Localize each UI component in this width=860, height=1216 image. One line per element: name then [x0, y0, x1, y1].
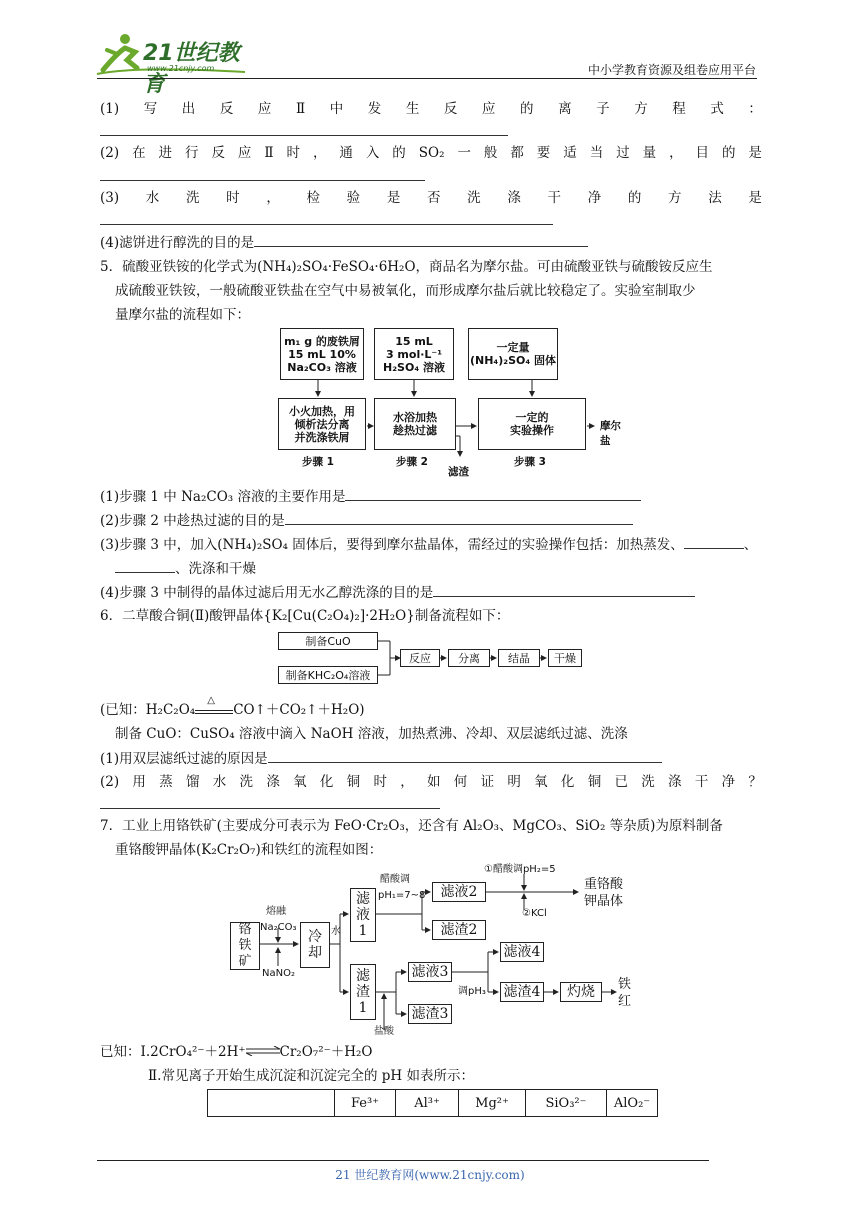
footer-rule	[97, 1160, 709, 1161]
justified-char: 化	[560, 774, 575, 790]
justified-char: ：	[748, 101, 762, 117]
q7-intro-2: 重铬酸钾晶体(K₂Cr₂O₇)和铁红的流程如图：	[115, 842, 383, 858]
q7-flow-diagram	[226, 862, 646, 1038]
q7-known-1: 已知：Ⅰ.2CrO₄²⁻＋2H⁺ Cr₂O₇²⁻＋H₂O	[100, 1044, 373, 1060]
q7-na2co3: Na₂CO₃	[260, 922, 297, 933]
justified-char: 水	[212, 774, 227, 790]
q5-product: 摩尔盐	[600, 420, 621, 447]
q6-prep: 制备 CuO：CuSO₄ 溶液中滴入 NaOH 溶液，加热煮沸、冷却、双层滤纸过滤、洗涤	[115, 726, 628, 742]
q5-input-3: 一定量 (NH₄)₂SO₄ 固体	[468, 328, 558, 380]
q5-flow-diagram	[270, 326, 630, 486]
justified-char: 应	[237, 145, 252, 161]
justified-char: 行	[184, 145, 199, 161]
platform-name: 中小学教育资源及组卷应用平台	[587, 63, 756, 77]
q5-residue: 滤渣	[448, 466, 469, 478]
q7-filtrate-2: 滤液2	[432, 882, 486, 902]
header-rule	[97, 78, 757, 79]
justified-char: 都	[510, 145, 524, 161]
answer-blank[interactable]	[268, 748, 662, 763]
justified-char: (2)	[100, 774, 120, 790]
justified-char: 般	[483, 145, 498, 161]
justified-char: 否	[427, 190, 441, 206]
q6-step-dry: 干燥	[548, 649, 582, 667]
q5-step-3: 一定的 实验操作	[478, 398, 586, 450]
table-cell: SiO₃²⁻	[526, 1090, 607, 1117]
q5-sub-2: (2)步骤 2 中趁热过滤的目的是	[100, 510, 633, 531]
q6-known: (已知：H₂C₂O₄ △ CO↑＋CO₂↑＋H₂O)	[100, 700, 365, 720]
q5-intro-3: 量摩尔盐的流程如下：	[115, 307, 250, 323]
q4-part2	[100, 143, 762, 163]
q7-nano2: NaNO₂	[262, 968, 295, 979]
justified-char: 应	[257, 101, 272, 117]
q7-cool: 冷 却	[300, 922, 330, 968]
q7-water: 水	[331, 926, 341, 937]
q4-part1	[100, 99, 762, 119]
q5-sub-1: (1)步骤 1 中 Na₂CO₃ 溶液的主要作用是	[100, 486, 641, 507]
q7-product-dichromate: 重铬酸 钾晶体	[584, 877, 624, 909]
justified-char: 应	[481, 101, 496, 117]
justified-char: 已	[614, 774, 628, 790]
justified-char: 证	[480, 774, 495, 790]
table-row	[208, 1090, 658, 1117]
answer-blank[interactable]	[100, 808, 440, 809]
q7-filtrate-1: 滤 液 1	[350, 888, 376, 942]
q7-burn: 灼烧	[560, 982, 602, 1002]
justified-char: SO₂	[418, 145, 445, 161]
q7-ph1: pH₁=7~8	[378, 890, 426, 901]
justified-char: 涤	[266, 774, 280, 790]
q7-ph2: ①醋酸调pH₂=5	[484, 864, 556, 875]
justified-char: 水	[145, 190, 160, 206]
q7-ph3: 调pH₃	[458, 986, 486, 997]
justified-char: ，	[266, 190, 280, 206]
q5-input-2: 15 mL 3 mol·L⁻¹ H₂SO₄ 溶液	[374, 328, 454, 380]
justified-char: 程	[672, 101, 686, 117]
justified-char: 何	[453, 774, 468, 790]
logo-text: 21世纪教育	[143, 41, 240, 97]
justified-char: 生	[405, 101, 420, 117]
q5-step-label-2: 步骤 2	[396, 456, 428, 468]
q6-step-react: 反应	[400, 649, 440, 667]
justified-char: 时	[226, 190, 240, 206]
table-cell: Al³⁺	[396, 1090, 459, 1117]
justified-char: 蒸	[159, 774, 173, 790]
justified-char: 洗	[185, 190, 200, 206]
q6-make-cuo: 制备CuO	[278, 632, 378, 650]
justified-char: 发	[367, 101, 382, 117]
q5-intro-1: 5．硫酸亚铁铵的化学式为(NH₄)₂SO₄·FeSO₄·6H₂O，商品名为摩尔盐。可由硫酸亚铁与硫酸铵反应生	[100, 259, 713, 275]
justified-char: 中	[329, 101, 344, 117]
q7-residue-2: 滤渣2	[432, 920, 486, 940]
justified-char: ，	[400, 774, 414, 790]
justified-char: 用	[132, 774, 146, 790]
table-cell: AlO₂⁻	[607, 1090, 658, 1117]
justified-char: 验	[346, 190, 361, 206]
justified-char: 是	[386, 190, 401, 206]
justified-char: 铜	[346, 774, 361, 790]
q7-filtrate-3: 滤液3	[408, 962, 452, 982]
answer-blank[interactable]	[684, 534, 744, 549]
q4-part4: (4)滤饼进行醇洗的目的是	[100, 232, 588, 253]
justified-char: 要	[536, 145, 551, 161]
justified-char: 铜	[587, 774, 602, 790]
justified-char: 明	[507, 774, 521, 790]
equilibrium-arrow-icon	[246, 1046, 280, 1056]
q7-residue-3: 滤渣3	[408, 1004, 452, 1024]
justified-char: Ⅱ	[295, 101, 306, 117]
justified-char: 方	[668, 190, 682, 206]
justified-char: 涤	[668, 774, 682, 790]
justified-char: 涤	[507, 190, 521, 206]
answer-blank[interactable]	[285, 510, 633, 525]
answer-blank[interactable]	[254, 232, 588, 247]
justified-char: 写	[143, 101, 158, 117]
justified-char: 适	[563, 145, 577, 161]
q5-step-label-3: 步骤 3	[514, 456, 546, 468]
justified-char: 目	[695, 145, 710, 161]
q5-sub-3b: 、洗涤和干燥	[115, 558, 256, 579]
justified-char: 氧	[293, 774, 307, 790]
justified-char: 进	[158, 145, 173, 161]
q6-intro: 6．二草酸合铜(Ⅱ)酸钾晶体{K₂[Cu(C₂O₄)₂]·2H₂O}制备流程如下：	[100, 608, 510, 624]
justified-char: 净	[587, 190, 602, 206]
q5-step-2: 水浴加热 趁热过滤	[374, 398, 456, 450]
justified-char: 化	[319, 774, 334, 790]
answer-blank[interactable]	[100, 180, 425, 181]
q7-melt: 熔融	[266, 906, 286, 917]
q4-part3	[100, 188, 762, 208]
q5-sub-3a: (3)步骤 3 中，加入(NH₄)₂SO₄ 固体后，要得到摩尔盐晶体，需经过的实验操作包括：加热蒸发、 、	[100, 534, 757, 555]
justified-char: 方	[634, 101, 648, 117]
justified-char: 法	[708, 190, 722, 206]
justified-char: (3)	[100, 190, 120, 206]
justified-char: 的	[721, 145, 736, 161]
justified-char: 反	[443, 101, 458, 117]
q7-residue-1: 滤 渣 1	[350, 964, 376, 1020]
table-cell: Fe³⁺	[335, 1090, 396, 1117]
justified-char: 通	[339, 145, 353, 161]
justified-char: 的	[627, 190, 642, 206]
logo-url: www.21cnjy.com	[147, 64, 215, 73]
q6-make-khc2o4: 制备KHC₂O₄溶液	[278, 666, 378, 684]
q7-hcl: 盐酸	[374, 1026, 394, 1037]
q6-sub-1: (1)用双层滤纸过滤的原因是	[100, 748, 662, 769]
justified-char: 干	[694, 774, 709, 790]
justified-char: 量	[642, 145, 657, 161]
justified-char: Ⅱ	[264, 145, 274, 161]
justified-char: 是	[748, 190, 762, 206]
justified-char: 时	[373, 774, 387, 790]
justified-char: ？	[748, 774, 762, 790]
justified-char: 在	[132, 145, 146, 161]
q7-intro-1: 7．工业上用铬铁矿(主要成分可表示为 FeO·Cr₂O₃，还含有 Al₂O₃、MgCO₃、SiO₂ 等杂质)为原料制备	[100, 818, 723, 834]
justified-char: 一	[457, 145, 471, 161]
justified-char: 反	[211, 145, 225, 161]
justified-char: 馏	[185, 774, 200, 790]
justified-char: 当	[589, 145, 604, 161]
justified-char: 是	[748, 145, 762, 161]
justified-char: 如	[427, 774, 441, 790]
q7-known-2: Ⅱ.常见离子开始生成沉淀和沉淀完全的 pH 如表所示：	[148, 1068, 474, 1084]
footer-text: 21 世纪教育网(www.21cnjy.com)	[335, 1168, 525, 1182]
q7-residue-4: 滤渣4	[500, 982, 544, 1002]
justified-char: 净	[721, 774, 736, 790]
q6-step-crystallize: 结晶	[498, 649, 540, 667]
justified-char: 离	[558, 101, 572, 117]
justified-char: ，	[669, 145, 683, 161]
answer-blank[interactable]	[100, 135, 508, 136]
justified-char: 反	[219, 101, 234, 117]
q6-step-separate: 分离	[448, 649, 490, 667]
site-logo	[95, 30, 255, 97]
justified-char: 子	[596, 101, 610, 117]
q7-acetic: 醋酸调	[380, 874, 410, 885]
answer-blank[interactable]	[433, 582, 695, 597]
justified-char: 洗	[467, 190, 481, 206]
justified-char: ，	[312, 145, 327, 161]
answer-blank[interactable]	[100, 224, 553, 225]
q7-product-iron-red: 铁 红	[618, 977, 632, 1009]
justified-char: 检	[306, 190, 320, 206]
q5-input-1: m₁ g 的废铁屑 15 mL 10% Na₂CO₃ 溶液	[280, 328, 364, 380]
justified-char: 出	[181, 101, 196, 117]
q7-filtrate-4: 滤液4	[500, 942, 544, 962]
q6-sub-2	[100, 772, 762, 792]
justified-char: (1)	[100, 101, 120, 117]
justified-char: 时	[286, 145, 300, 161]
q5-step-1: 小火加热，用 倾析法分离 并洗涤铁屑	[278, 398, 366, 450]
justified-char: 干	[547, 190, 562, 206]
justified-char: 入	[365, 145, 380, 161]
justified-char: 式	[710, 101, 724, 117]
q6-flow-diagram	[276, 630, 586, 688]
answer-blank[interactable]	[345, 486, 641, 501]
q5-sub-4: (4)步骤 3 中制得的晶体过滤后用无水乙醇洗涤的目的是	[100, 582, 695, 603]
table-cell	[208, 1090, 335, 1117]
justified-char: (2)	[100, 145, 120, 161]
ion-ph-table	[207, 1089, 658, 1117]
heat-condition: △	[207, 695, 215, 706]
justified-char: 过	[616, 145, 630, 161]
justified-char: 的	[392, 145, 406, 161]
justified-char: 氧	[534, 774, 548, 790]
justified-char: 洗	[239, 774, 254, 790]
justified-char: 洗	[641, 774, 655, 790]
q7-ore: 铬 铁 矿	[230, 922, 260, 970]
q7-kcl: ②KCl	[522, 908, 547, 919]
justified-char: 的	[520, 101, 534, 117]
table-cell: Mg²⁺	[459, 1090, 526, 1117]
q5-step-label-1: 步骤 1	[302, 456, 334, 468]
answer-blank[interactable]	[115, 558, 175, 573]
q5-intro-2: 成硫酸亚铁铵，一般硫酸亚铁盐在空气中易被氧化，而形成摩尔盐后就比较稳定了。实验室制取少	[115, 283, 696, 299]
